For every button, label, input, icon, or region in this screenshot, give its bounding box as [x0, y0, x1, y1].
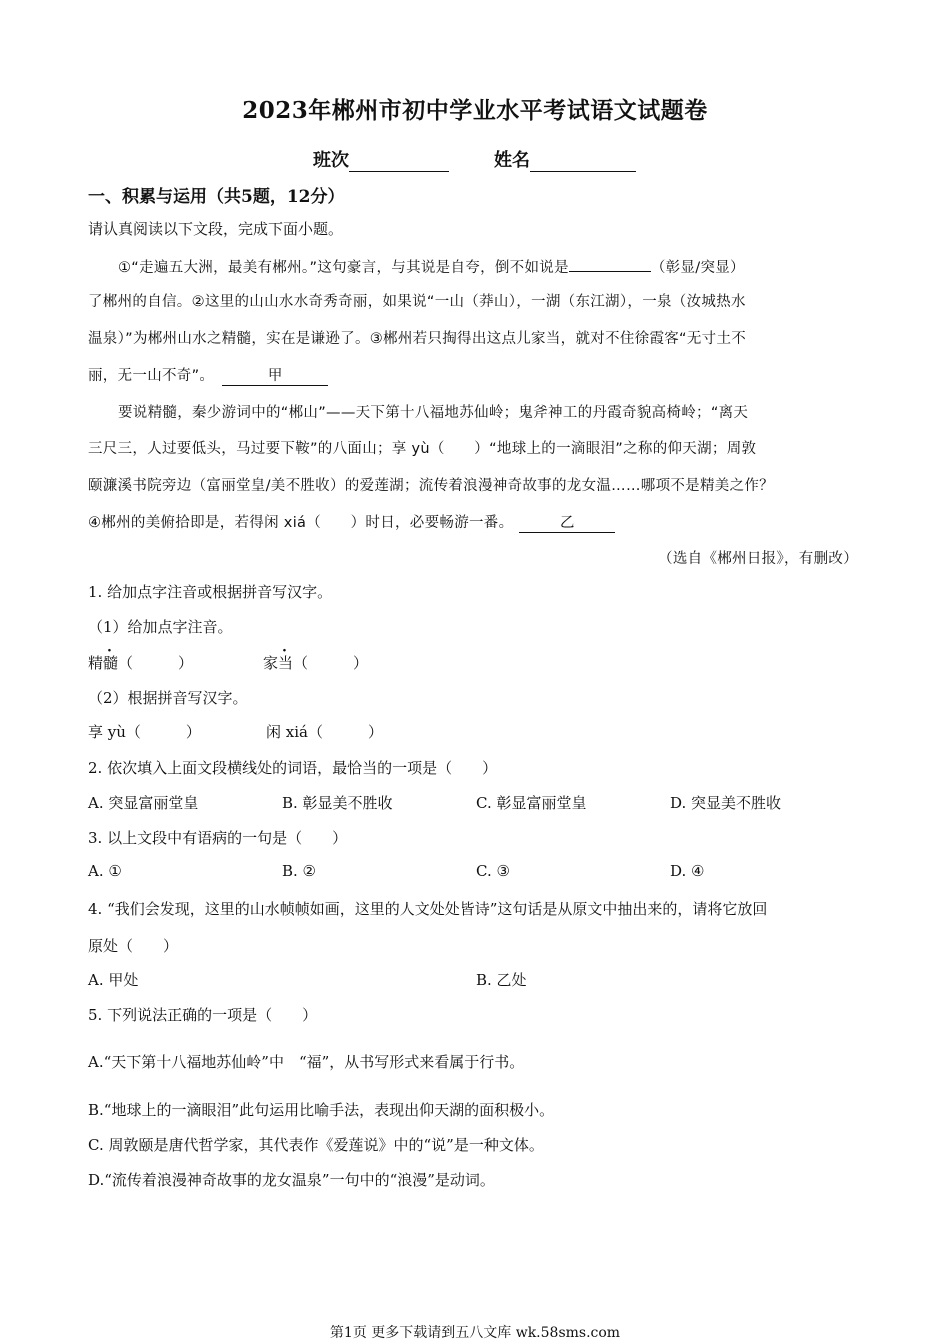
- answer-paren[interactable]: （ ）: [118, 654, 194, 672]
- q2-option-b[interactable]: B. 彰显美不胜收: [282, 794, 393, 812]
- q2-stem: 2. 依次填入上面文段横线处的词语，最恰当的一项是（ ）: [88, 759, 498, 777]
- passage-source: （选自《郴州日报》，有删改）: [658, 551, 858, 567]
- passage-line: 了郴州的自信。②这里的山山水水奇秀奇丽，如果说“一山（莽山），一湖（东江湖），一泉（汝城热水: [88, 294, 746, 310]
- q1-word-3[interactable]: 享 yù（ ）: [88, 723, 201, 741]
- word-char: 精: [88, 654, 104, 672]
- passage-line: 颐濂溪书院旁边（富丽堂皇/美不胜收）的爱莲湖；流传着浪漫神奇故事的龙女温……哪项不是精美之作？: [88, 478, 774, 494]
- q5-option-c[interactable]: C. 周敦颐是唐代哲学家，其代表作《爱莲说》中的“说”是一种文体。: [88, 1136, 544, 1154]
- q1-word-4[interactable]: 闲 xiá（ ）: [266, 723, 383, 741]
- class-blank[interactable]: [349, 151, 449, 172]
- passage-text: ④郴州的美俯拾即是，若得闲 xiá（ ）时日，必要畅游一番。: [88, 515, 514, 531]
- passage-line: 要说精髓，秦少游词中的“郴山”——天下第十八福地苏仙岭；鬼斧神工的丹霞奇貌高椅岭；“离天: [118, 405, 749, 421]
- q5-option-b[interactable]: B.“地球上的一滴眼泪”此句运用比喻手法，表现出仰天湖的面积极小。: [88, 1101, 555, 1119]
- q4-stem: 4. “我们会发现，这里的山水帧帧如画，这里的人文处处皆诗”这句话是从原文中抽出来的，请将它放回: [88, 900, 768, 918]
- q4-option-a[interactable]: A. 甲处: [88, 971, 139, 989]
- name-blank[interactable]: [530, 151, 636, 172]
- q3-option-d[interactable]: D. ④: [670, 862, 705, 880]
- passage-text: ①“走遍五大洲，最美有郴州。”这句豪言，与其说是自夸，倒不如说是: [118, 260, 569, 276]
- passage-text: （彰显/突显）: [650, 260, 745, 276]
- q1-word-2: [263, 652, 368, 673]
- intro-text: 请认真阅读以下文段，完成下面小题。: [88, 220, 344, 238]
- q1-part2: （2）根据拼音写汉字。: [88, 689, 248, 707]
- q2-option-c[interactable]: C. 彰显富丽堂皇: [476, 794, 587, 812]
- blank-yi: 乙: [519, 514, 615, 533]
- name-label: 姓名: [494, 150, 530, 171]
- dotted-char: 髓: [103, 654, 119, 672]
- q5-option-a[interactable]: A.“天下第十八福地苏仙岭”中 “福”，从书写形式来看属于行书。: [88, 1053, 525, 1071]
- q3-stem: 3. 以上文段中有语病的一句是（ ）: [88, 829, 348, 847]
- passage-line: [88, 511, 615, 533]
- q5-option-d[interactable]: D.“流传着浪漫神奇故事的龙女温泉”一句中的“浪漫”是动词。: [88, 1171, 495, 1189]
- answer-blank[interactable]: [569, 253, 651, 272]
- q2-option-a[interactable]: A. 突显富丽堂皇: [88, 794, 199, 812]
- section-heading: 一、积累与运用（共5题，12分）: [88, 187, 345, 207]
- q3-option-b[interactable]: B. ②: [282, 862, 317, 880]
- passage-line: [88, 364, 328, 386]
- page-footer: 第1页 更多下载请到五八文库 wk.58sms.com: [329, 1325, 621, 1341]
- passage-text: 丽，无一山不奇”。: [88, 368, 215, 384]
- blank-jia: 甲: [222, 367, 328, 386]
- page-title: 2023年郴州市初中学业水平考试语文试题卷: [242, 97, 708, 124]
- passage-line: 温泉）”为郴州山水之精髓，实在是谦逊了。③郴州若只掏得出这点儿家当，就对不住徐霞客“无寸土不: [88, 331, 747, 347]
- class-label: 班次: [313, 150, 349, 171]
- q3-option-a[interactable]: A. ①: [88, 862, 122, 880]
- q4-stem-cont: 原处（ ）: [88, 937, 179, 955]
- name-field: [494, 146, 636, 172]
- q5-stem: 5. 下列说法正确的一项是（ ）: [88, 1006, 318, 1024]
- q1-word-1: [88, 652, 193, 673]
- q3-option-c[interactable]: C. ③: [476, 862, 510, 880]
- answer-paren[interactable]: （ ）: [293, 654, 369, 672]
- dotted-char: 当: [278, 654, 294, 672]
- passage-line: 三尺三，人过要低头，马过要下鞍”的八面山；享 yù（ ）“地球上的一滴眼泪”之称的仰天湖；周敦: [88, 441, 757, 457]
- q4-option-b[interactable]: B. 乙处: [476, 971, 527, 989]
- q1-stem: 1. 给加点字注音或根据拼音写汉字。: [88, 583, 333, 601]
- class-field: [313, 146, 449, 172]
- q2-option-d[interactable]: D. 突显美不胜收: [670, 794, 782, 812]
- q1-part1: （1）给加点字注音。: [88, 618, 233, 636]
- word-char: 家: [263, 654, 279, 672]
- passage-line: [118, 253, 745, 277]
